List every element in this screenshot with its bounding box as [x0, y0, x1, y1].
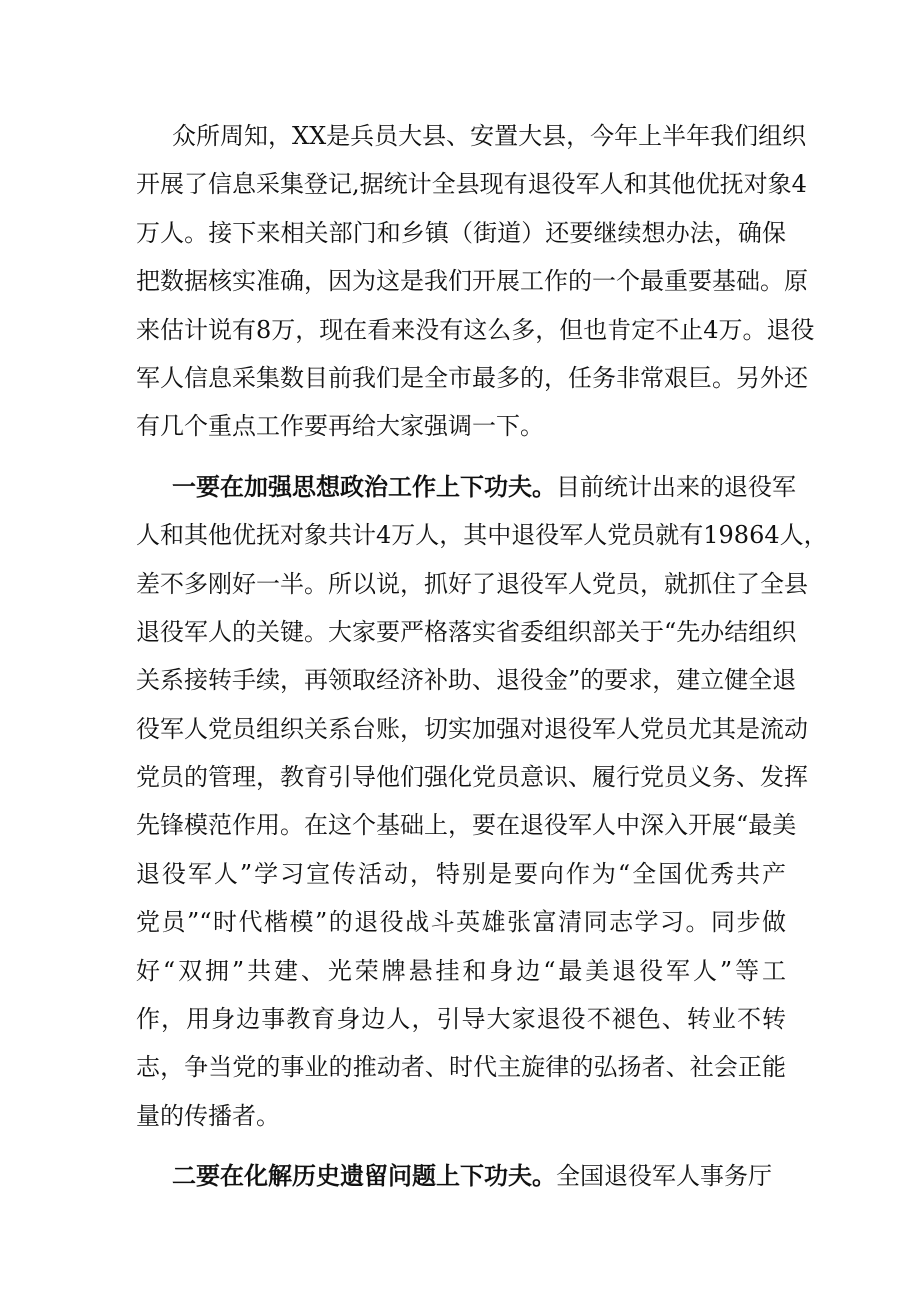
text-line: 党员”“时代楷模”的退役战斗英雄张富清同志学习。同步做 — [136, 908, 786, 937]
text-line: 志，争当党的事业的推动者、时代主旋律的弘扬者、社会正能 — [136, 1053, 786, 1082]
text-line: 开展了信息采集登记,据统计全县现有退役军人和其他优抚对象4 — [136, 170, 807, 199]
text-line: 退役军人的关键。大家要严格落实省委组织部关于“先办结组织 — [136, 617, 797, 646]
text-line — [136, 1152, 786, 1200]
text-line: 先锋模范作用。在这个基础上，要在退役军人中深入开展“最美 — [136, 811, 797, 840]
text-line: 差不多刚好一半。所以说，抓好了退役军人党员，就抓住了全县 — [136, 569, 808, 598]
text-line: 役军人党员组织关系台账，切实加强对退役军人党员尤其是流动 — [136, 714, 808, 743]
paragraph-intro — [136, 112, 815, 451]
section-heading: 一要在加强思想政治工作上下功夫。 — [172, 471, 556, 501]
text-line: 量的传播者。 — [136, 1101, 280, 1130]
text-line: 把数据核实准确，因为这是我们开展工作的一个最重要基础。原 — [136, 267, 808, 296]
text-line: 作，用身边事教育身边人，引导大家退役不褪色、转业不转 — [136, 1005, 786, 1034]
heading-line-rest: 全国退役军人事务厅 — [556, 1162, 772, 1191]
text-line: 众所周知，XX是兵员大县、安置大县，今年上半年我们组织 — [172, 122, 807, 150]
text-line: 人和其他优抚对象共计4万人，其中退役军人党员就有19864人， — [136, 521, 828, 550]
text-line: 来估计说有8万，现在看来没有这么多，但也肯定不止4万。退役 — [136, 315, 815, 344]
paragraph-historical-issues — [136, 1152, 786, 1200]
text-line: 退役军人”学习宣传活动，特别是要向作为“全国优秀共产 — [136, 859, 786, 888]
document-body — [136, 112, 828, 1201]
text-line — [136, 463, 796, 511]
paragraph-ideological-work — [136, 463, 828, 1140]
text-line: 关系接转手续，再领取经济补助、退役金”的要求，建立健全退 — [136, 666, 797, 695]
paragraph-gap — [136, 451, 786, 463]
text-line: 好“双拥”共建、光荣牌悬挂和身边“最美退役军人”等工 — [136, 956, 786, 985]
text-line: 军人信息采集数目前我们是全市最多的，任务非常艰巨。另外还 — [136, 363, 808, 392]
text-line: 有几个重点工作要再给大家强调一下。 — [136, 412, 544, 441]
text-line: 党员的管理，教育引导他们强化党员意识、履行党员义务、发挥 — [136, 763, 808, 792]
heading-line-rest: 目前统计出来的退役军 — [556, 472, 796, 501]
text-line: 万人。接下来相关部门和乡镇（街道）还要继续想办法，确保 — [136, 218, 786, 247]
paragraph-gap — [136, 1140, 786, 1152]
section-heading: 二要在化解历史遗留问题上下功夫。 — [172, 1161, 556, 1191]
